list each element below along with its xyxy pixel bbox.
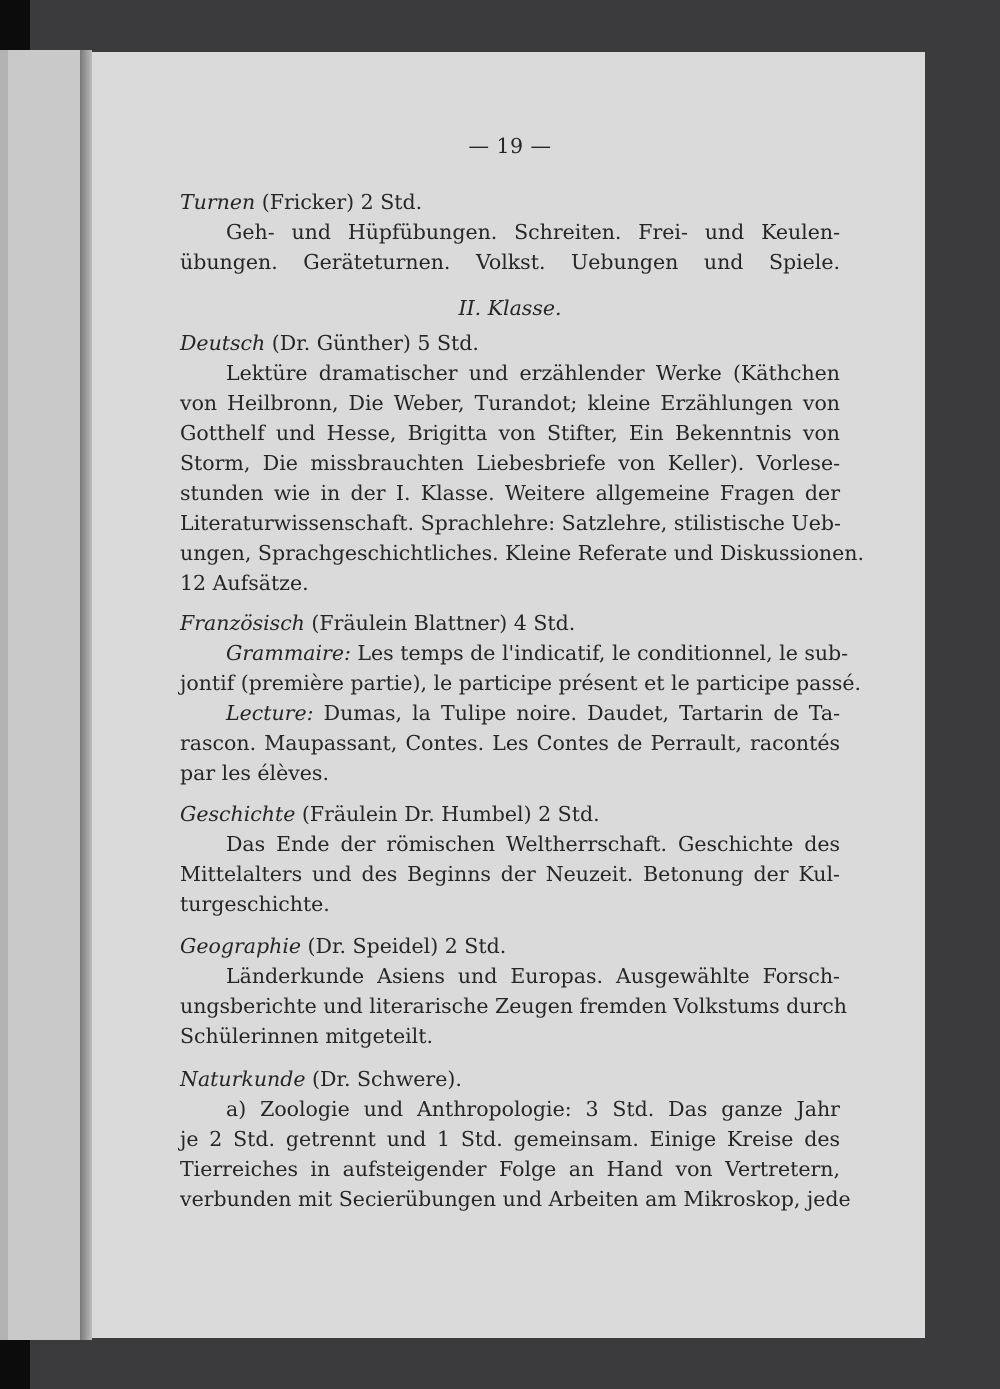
facing-page-edge	[0, 50, 82, 1340]
page-number: — 19 —	[468, 134, 552, 158]
text-line: Mittelalters und des Beginns der Neuzeit. Betonung der Kul-	[180, 862, 840, 886]
section-heading-geographie	[180, 932, 506, 960]
teacher-hours: (Fräulein Blattner) 4 Std.	[304, 611, 576, 635]
text-line: rascon. Maupassant, Contes. Les Contes de Perrault, racontés	[180, 731, 840, 755]
text-line: Tierreiches in aufsteigender Folge an Hand von Vertretern,	[180, 1157, 840, 1181]
grammaire-label: Grammaire:	[226, 641, 351, 665]
text-line: Gotthelf und Hesse, Brigitta von Stifter, Ein Bekenntnis von	[180, 421, 840, 445]
text-line: Schülerinnen mitgeteilt.	[180, 1024, 433, 1048]
text-line: Lecture: Dumas, la Tulipe noire. Daudet, Tartarin de Ta-	[226, 701, 840, 725]
section-heading-naturkunde	[180, 1065, 462, 1093]
book-gutter	[80, 50, 92, 1340]
section-heading-deutsch	[180, 329, 479, 357]
text-line: Geh- und Hüpfübungen. Schreiten. Frei- und Keulen-	[226, 220, 840, 244]
text-line: turgeschichte.	[180, 892, 330, 916]
teacher-hours: (Dr. Speidel) 2 Std.	[301, 934, 507, 958]
lecture-label: Lecture:	[226, 701, 314, 725]
text-line: übungen. Geräteturnen. Volkst. Uebungen und Spiele.	[180, 250, 840, 274]
teacher-hours: (Fricker) 2 Std.	[255, 190, 423, 214]
text-line: stunden wie in der I. Klasse. Weitere allgemeine Fragen der	[180, 481, 840, 505]
text-line: jontif (première partie), le participe présent et le participe passé.	[180, 671, 862, 695]
text-line: Lektüre dramatischer und erzählender Werke (Käthchen	[226, 361, 840, 385]
text-line: Das Ende der römischen Weltherrschaft. Geschichte des	[226, 832, 840, 856]
section-heading-franzoesisch	[180, 609, 575, 637]
subject-name: Naturkunde	[180, 1067, 306, 1091]
book-page	[92, 52, 925, 1338]
text-line: Grammaire: Les temps de l'indicatif, le conditionnel, le sub-	[226, 641, 849, 665]
subject-name: Turnen	[180, 190, 256, 214]
subject-name: Deutsch	[180, 331, 266, 355]
text-line: Storm, Die missbrauchten Liebesbriefe von Keller). Vorlese-	[180, 451, 840, 475]
text-line: verbunden mit Secierübungen und Arbeiten am Mikroskop, jede	[180, 1187, 851, 1211]
subject-name: Geographie	[180, 934, 302, 958]
subject-name: Französisch	[180, 611, 305, 635]
subject-name: Geschichte	[180, 802, 296, 826]
text-line: Literaturwissenschaft. Sprachlehre: Satzlehre, stilistische Ueb-	[180, 511, 841, 535]
class-heading: II. Klasse.	[458, 296, 562, 320]
text-line: par les élèves.	[180, 761, 329, 785]
section-heading-turnen	[180, 188, 422, 216]
text-line: Länderkunde Asiens und Europas. Ausgewählte Forsch-	[226, 964, 840, 988]
text-line: a) Zoologie und Anthropologie: 3 Std. Das ganze Jahr	[226, 1097, 840, 1121]
teacher-hours: (Dr. Günther) 5 Std.	[265, 331, 479, 355]
text-line: 12 Aufsätze.	[180, 571, 309, 595]
text-line: von Heilbronn, Die Weber, Turandot; kleine Erzählungen von	[180, 391, 840, 415]
text-line: ungen, Sprachgeschichtliches. Kleine Referate und Diskussionen.	[180, 541, 864, 565]
teacher-hours: (Fräulein Dr. Humbel) 2 Std.	[295, 802, 600, 826]
section-heading-geschichte	[180, 800, 600, 828]
text-line: ungsberichte und literarische Zeugen fremden Volkstums durch	[180, 994, 847, 1018]
teacher-hours: (Dr. Schwere).	[305, 1067, 462, 1091]
text-line: je 2 Std. getrennt und 1 Std. gemeinsam. Einige Kreise des	[180, 1127, 840, 1151]
